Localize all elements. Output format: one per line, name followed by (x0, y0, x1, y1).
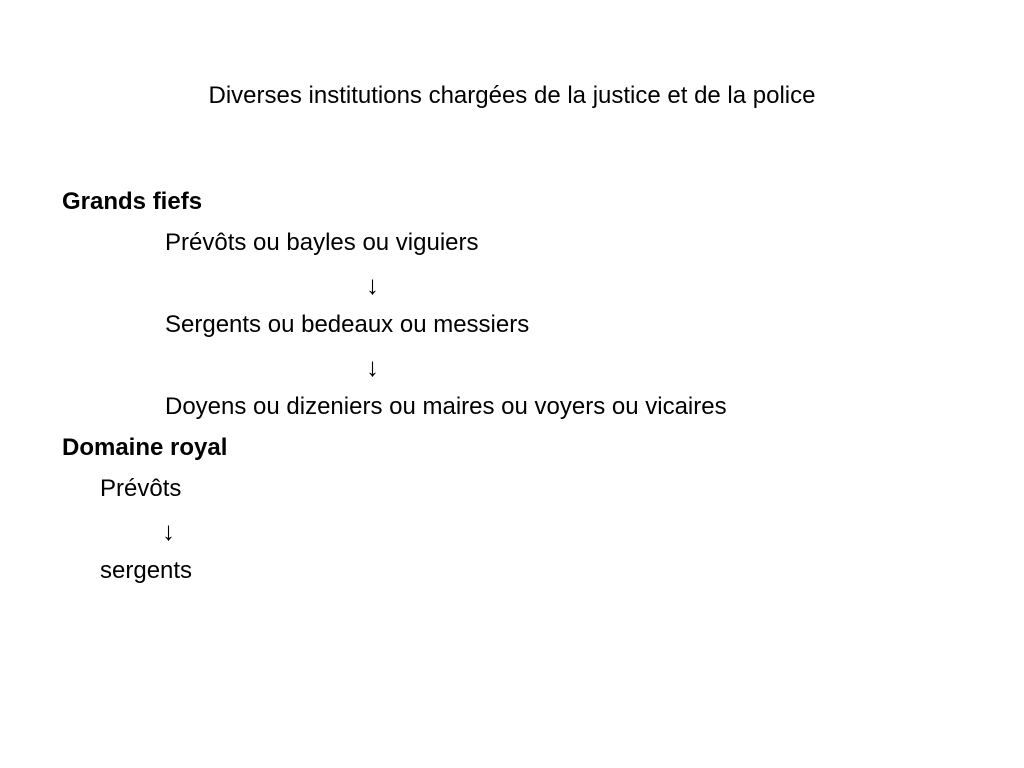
list-item-doyens-dizeniers: Doyens ou dizeniers ou maires ou voyers ou vicaires (165, 393, 727, 420)
list-item-prevots-bayles-viguiers: Prévôts ou bayles ou viguiers (165, 229, 479, 256)
list-item-prevots: Prévôts (100, 475, 182, 502)
list-item-sergents-bedeaux-messiers: Sergents ou bedeaux ou messiers (165, 311, 530, 338)
down-arrow-icon: ↓ (366, 270, 379, 300)
slide-title: Diverses institutions chargées de la justice et de la police (208, 82, 816, 109)
section-heading-domaine-royal: Domaine royal (62, 434, 228, 461)
list-item-sergents: sergents (100, 557, 193, 584)
down-arrow-icon: ↓ (162, 516, 175, 546)
section-heading-grands-fiefs: Grands fiefs (62, 188, 203, 215)
down-arrow-icon: ↓ (366, 352, 379, 382)
